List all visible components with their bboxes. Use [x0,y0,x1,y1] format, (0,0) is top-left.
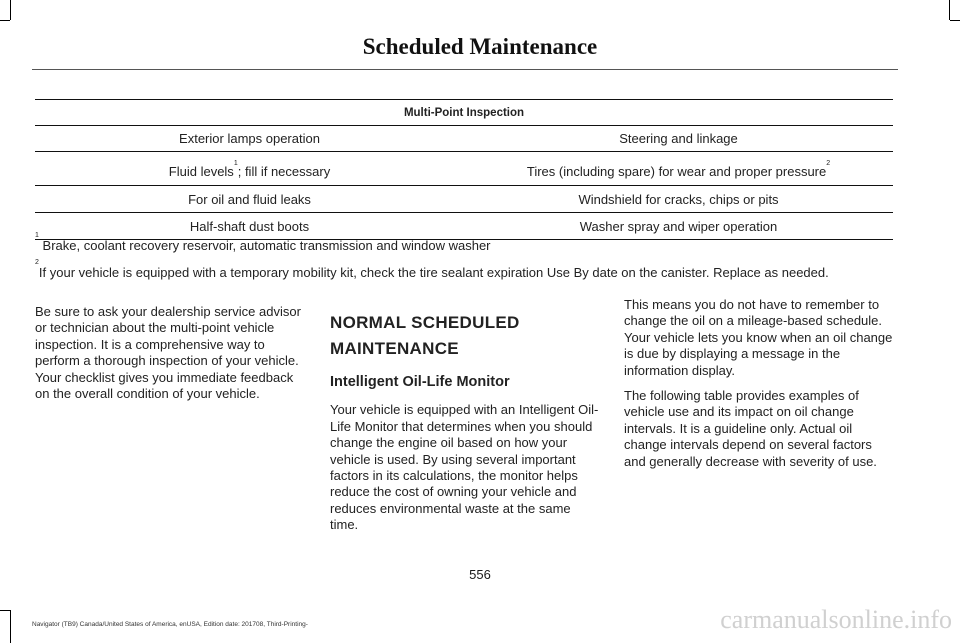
table-cell [464,152,893,186]
title-divider [32,69,898,70]
table-cell: Exterior lamps operation [35,126,464,152]
document-info: Navigator (TB9) Canada/United States of America, enUSA, Edition date: 201708, Third-Printing- [32,621,308,628]
table-row [35,152,893,186]
crop-mark-top-left [0,20,10,21]
table-heading: Multi-Point Inspection [35,100,893,126]
paragraph: Your vehicle is equipped with an Intelligent Oil-Life Monitor that determines when you should change the engine oil based on how your vehicle is used. By using several important factors in its calculations, the monitor helps reduce the cost of owning your vehicle and reduces environmental waste at the same time. [330,402,599,533]
table-cell [35,152,464,186]
paragraph: Be sure to ask your dealership service advisor or technician about the multi-point vehicle inspection. It is a comprehensive way to perform a thorough inspection of your vehicle. Your checklist gives you immediate feedback on the overall condition of your vehicle. [35,304,301,402]
section-heading: NORMAL SCHEDULED [330,313,520,332]
table-row [35,186,893,213]
footnote [35,259,829,280]
footnote [35,232,491,253]
table-cell: Windshield for cracks, chips or pits [464,186,893,213]
watermark: carmanualsonline.info [720,605,952,634]
table-cell: Half-shaft dust boots [35,213,464,240]
page-number: 556 [469,567,491,582]
body-column-3 [624,297,896,470]
cell-text: Fluid levels [168,164,234,179]
table-row [35,126,893,152]
table-cell: Steering and linkage [464,126,893,152]
footnote-text: If your vehicle is equipped with a temporary mobility kit, check the tire sealant expiration Use By date on the canister. Replace as needed. [38,265,829,280]
subheading: Intelligent Oil-Life Monitor [330,374,510,390]
multi-point-inspection-table [35,99,893,240]
crop-mark-top-right [950,20,960,21]
body-column-1 [35,304,305,402]
body-column-2 [330,313,602,534]
page-title: Scheduled Maintenance [362,34,598,59]
paragraph: The following table provides examples of vehicle use and its impact on oil change intervals. It is a guideline only. Actual oil change intervals depend on several factors and generally decrease with severity of use. [624,388,877,469]
footnote-text: Brake, coolant recovery reservoir, automatic transmission and window washer [42,238,491,253]
crop-mark-top-right [949,0,950,20]
cell-text: Tires (including spare) for wear and proper pressure [526,164,827,179]
footnote-mark: 1 [35,232,39,239]
section-heading: MAINTENANCE [330,339,459,358]
table-cell: Washer spray and wiper operation [464,213,893,240]
crop-mark-bottom-left [10,610,11,643]
cell-text: ; fill if necessary [237,164,331,179]
crop-mark-top-left [10,0,11,20]
crop-mark-bottom-left [0,610,10,611]
footnote-ref: 2 [826,160,831,167]
footnote-ref: 1 [233,160,238,167]
footnote-mark: 2 [35,259,39,266]
paragraph: This means you do not have to remember to change the oil on a mileage-based schedule. Your vehicle lets you know when an oil change is due by displaying a message in the information display. [624,297,893,378]
table-cell: For oil and fluid leaks [35,186,464,213]
table-row [35,213,893,240]
